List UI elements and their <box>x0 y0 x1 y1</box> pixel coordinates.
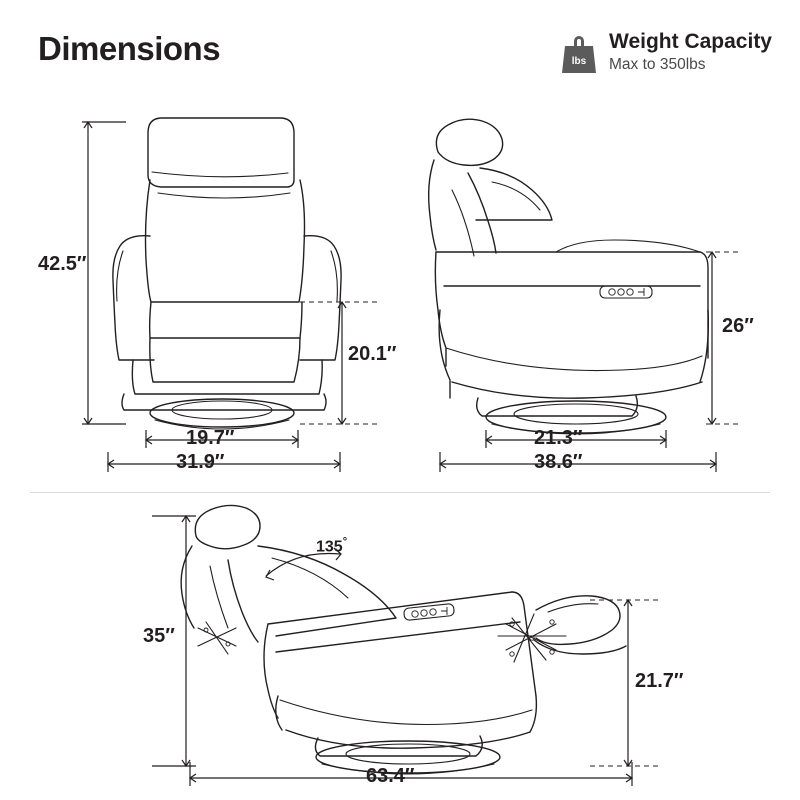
weight-capacity-title: Weight Capacity <box>609 30 772 53</box>
recline-angle-unit: ° <box>342 536 348 548</box>
side-total-depth-label: 38.6″ <box>534 451 583 473</box>
side-view-drawing <box>429 119 740 472</box>
reclined-view-drawing <box>152 505 660 786</box>
page-title: Dimensions <box>38 30 221 67</box>
weight-capacity-subtitle: Max to 350lbs <box>609 56 706 74</box>
recline-back-height-label: 21.7″ <box>635 670 684 692</box>
svg-text:lbs: lbs <box>571 56 587 67</box>
front-height-label: 42.5″ <box>38 253 87 275</box>
recline-height-label: 35″ <box>143 625 175 647</box>
side-seat-depth-label: 21.3″ <box>534 427 583 449</box>
recline-angle-value: 135 <box>316 538 343 556</box>
side-seat-height-label: 26″ <box>722 315 754 337</box>
front-view-drawing <box>82 118 378 472</box>
recline-angle-label <box>316 536 347 556</box>
front-seat-width-label: 19.7″ <box>186 427 235 449</box>
recline-total-length-label: 63.4″ <box>366 765 415 787</box>
front-total-width-label: 31.9″ <box>176 451 225 473</box>
front-seat-depth-label: 20.1″ <box>348 343 397 365</box>
